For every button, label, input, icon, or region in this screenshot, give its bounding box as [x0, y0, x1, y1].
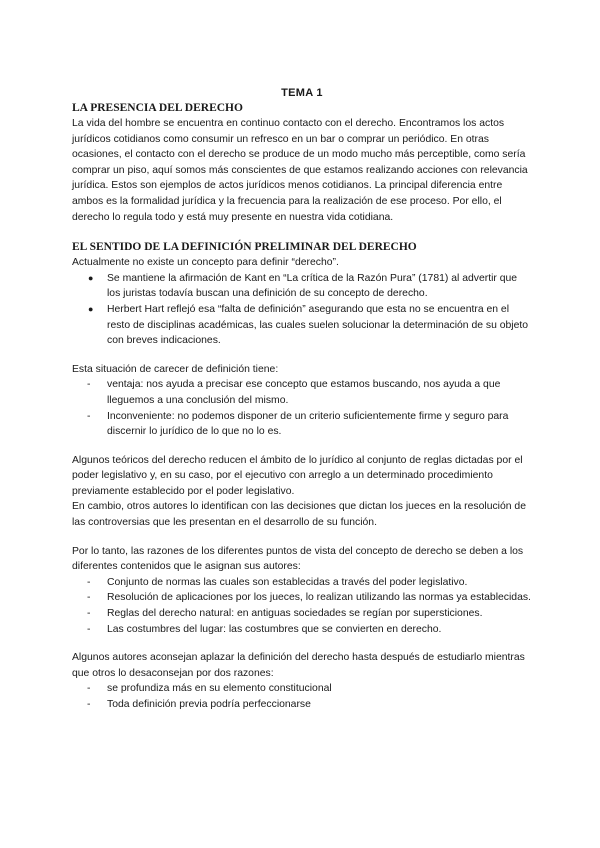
list-item-text: Reglas del derecho natural: en antiguas sociedades se regían por supersticiones. [107, 608, 483, 620]
list-item-text: Las costumbres del lugar: las costumbres que se convierten en derecho. [107, 623, 442, 635]
document-title: TEMA 1 [281, 87, 323, 99]
list-item-text: Resolución de aplicaciones por los jueces, lo realizan utilizando las normas ya establecidas. [107, 592, 531, 604]
paragraph-postpone: Algunos autores aconsejan aplazar la definición del derecho hasta después de estudiarlo mientras que otros lo desaconsejan por dos razones: [72, 652, 525, 679]
dash-marker: - [87, 592, 91, 604]
list-item [72, 606, 532, 622]
list-item-text: Conjunto de normas las cuales son establecidas a través del poder legislativo. [107, 576, 468, 588]
list-item [72, 590, 532, 606]
bullet-marker: ● [88, 303, 94, 314]
list-item [72, 271, 532, 302]
section-heading-presencia: LA PRESENCIA DEL DERECHO [72, 102, 243, 114]
list-item-text: ventaja: nos ayuda a precisar ese concepto que estamos buscando, nos ayuda a que lleguemos a una conclusión del mismo. [107, 379, 501, 406]
list-item-text: Se mantiene la afirmación de Kant en “La crítica de la Razón Pura” (1781) al advertir que los juristas todavía buscan una definición de su concepto de derecho. [107, 272, 518, 300]
paragraph-situation: Esta situación de carecer de definición tiene: [72, 363, 279, 375]
list-item [72, 681, 532, 697]
paragraph-other-authors: En cambio, otros autores lo identifican con las decisiones que dictan los jueces en la resolución de las controversias que les presentan en el desarrollo de su función. [72, 501, 526, 529]
list-item [72, 377, 532, 408]
paragraph-presencia: La vida del hombre se encuentra en continuo contacto con el derecho. Encontramos los actos jurídicos cotidianos como consumir un refresco en un bar o comprar un periódico. En otras ocasiones, el contacto con el derecho se produce de un modo mucho más perceptible, como sería comprar un piso, aquí somos más conscientes de que estamos realizando acciones con relevancia jurídica. Estos son ejemplos de actos jurídicos menos cotidianos. La principal diferencia entre ambos es la formalidad jurídica y la frecuencia para la realización de ese proceso. Por ello, el derecho lo regula todo y está muy presente en nuestra vida cotidiana. [72, 118, 528, 223]
paragraph-theorists: Algunos teóricos del derecho reducen el ámbito de lo jurídico al conjunto de reglas dictadas por el poder legislativo y, en su caso, por el ejecutivo con arreglo a un determinado procedimiento previamente establecido por el poder legislativo. [72, 454, 523, 497]
dash-marker: - [87, 576, 91, 588]
paragraph-reasons: Por lo tanto, las razones de los diferentes puntos de vista del concepto de derecho se deben a los diferentes contenidos que le asignan sus autores: [72, 545, 524, 573]
dash-marker: - [87, 410, 91, 422]
list-item [72, 622, 532, 638]
list-item-text: Toda definición previa podría perfeccionarse [107, 699, 311, 710]
dash-marker: - [87, 379, 91, 391]
document-content [72, 87, 532, 713]
situation-list [72, 377, 532, 439]
list-item [72, 409, 532, 440]
reasons-list [72, 575, 532, 637]
dash-marker: - [87, 699, 91, 710]
list-item-text: se profundiza más en su elemento constitucional [107, 683, 332, 695]
list-item [72, 697, 532, 713]
bullet-list [72, 271, 532, 349]
dash-marker: - [87, 623, 91, 635]
list-item-text: Herbert Hart reflejó esa “falta de definición” asegurando que esta no se encuentra en el resto de disciplinas académicas, las cuales suelen solucionar la determinación de su objeto con breves indicaciones. [107, 303, 529, 347]
paragraph-intro: Actualmente no existe un concepto para definir “derecho”. [72, 257, 339, 269]
dash-marker: - [87, 608, 91, 620]
dash-marker: - [87, 683, 91, 695]
section-heading-sentido: EL SENTIDO DE LA DEFINICIÓN PRELIMINAR DEL DERECHO [72, 241, 417, 254]
list-item [72, 575, 532, 591]
list-item [72, 302, 532, 349]
postpone-list [72, 681, 532, 712]
list-item-text: Inconveniente: no podemos disponer de un criterio suficientemente firme y seguro para discernir lo jurídico de lo que no lo es. [107, 410, 509, 438]
bullet-marker: ● [88, 272, 94, 283]
